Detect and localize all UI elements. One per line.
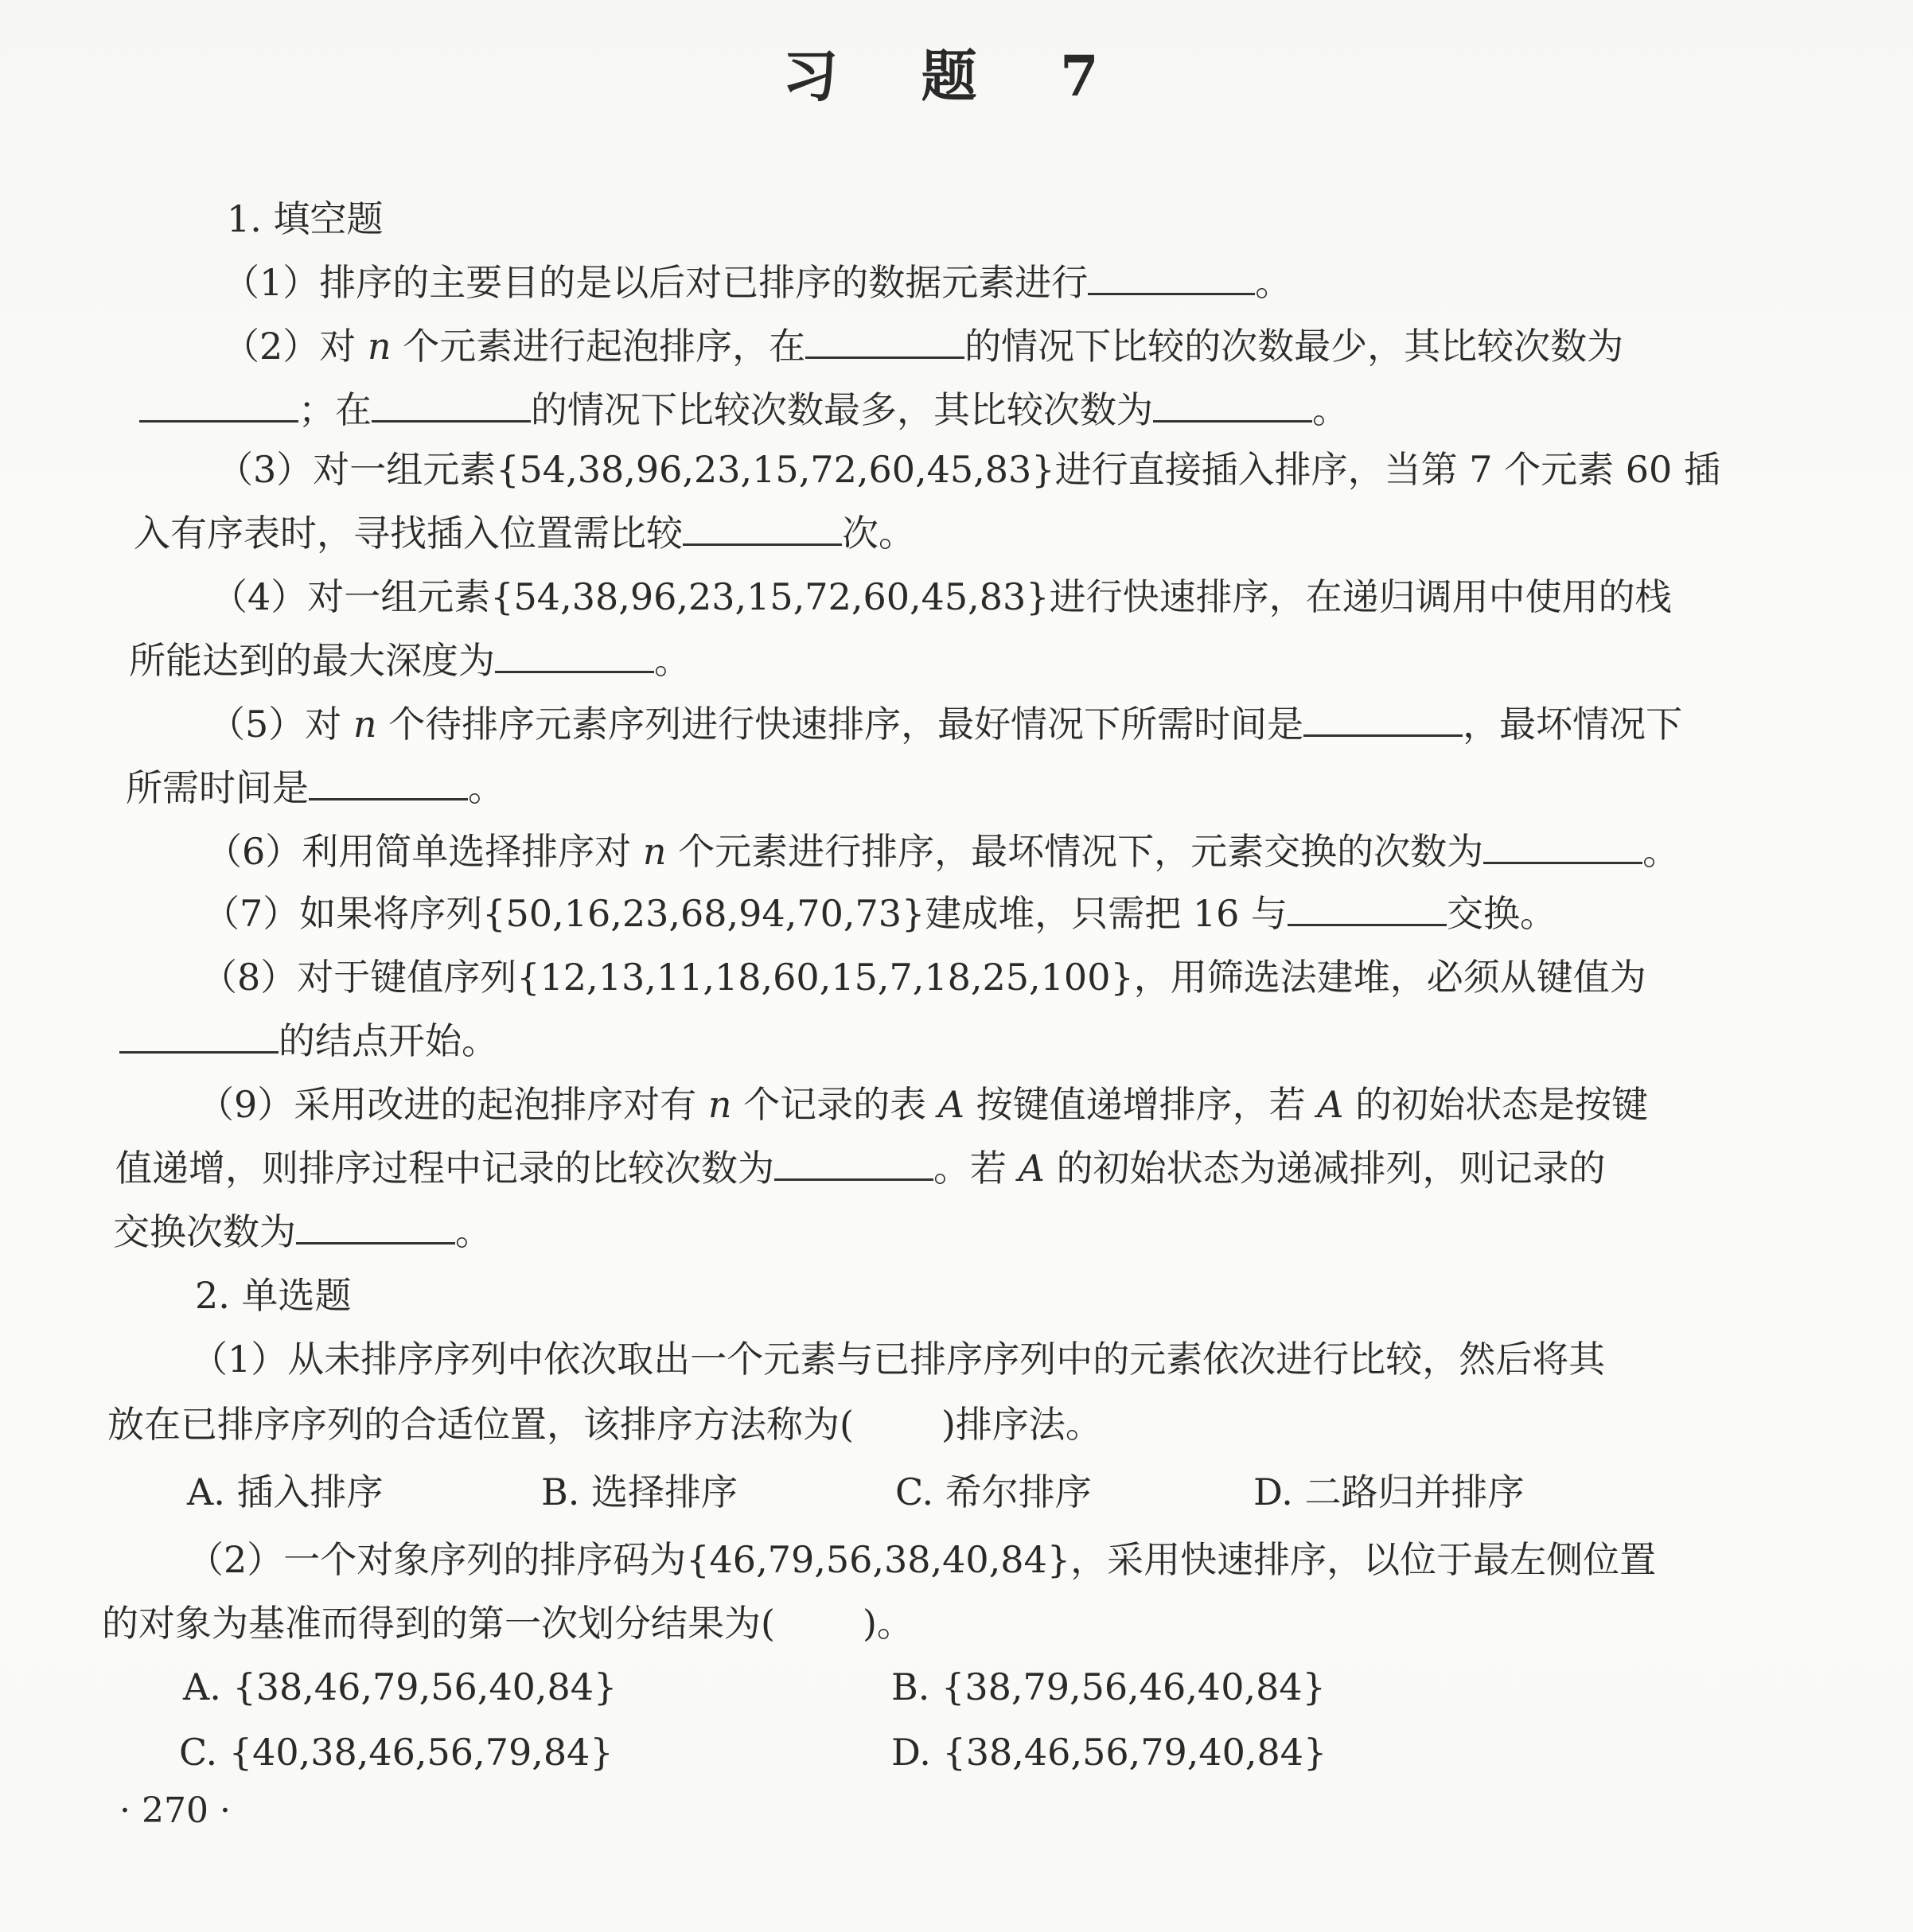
q2-1-option-c: C. 希尔排序	[895, 1470, 1092, 1513]
answer-blank	[139, 388, 298, 423]
q1-8-line2: 的结点开始。	[119, 1017, 498, 1065]
q1-2-line1: （2）对 n 个元素进行起泡排序，在 的情况下比较的次数最少，其比较次数为	[223, 325, 1624, 368]
section2-heading: 2. 单选题	[195, 1274, 352, 1317]
q1-5-line2: 所需时间是 。	[126, 766, 505, 809]
q1-5-line1: （5）对 n 个待排序元素序列进行快速排序，最好情况下所需时间是 ，最坏情况下	[208, 703, 1683, 746]
answer-blank	[805, 325, 964, 359]
q1-1: （1）排序的主要目的是以后对已排序的数据元素进行 。	[223, 261, 1292, 304]
answer-blank	[774, 1147, 933, 1181]
q1-9-line1: （9）采用改进的起泡排序对有 n 个记录的表 A 按键值递增排序，若 A 的初始状态是按键	[197, 1083, 1649, 1126]
answer-blank	[1483, 830, 1642, 864]
q2-2-option-b: B. {38,79,56,46,40,84}	[891, 1665, 1326, 1708]
answer-blank	[495, 639, 654, 673]
q1-3-line2: 入有序表时，寻找插入位置需比较 次。	[134, 512, 915, 555]
q2-1-line1: （1）从未排序序列中依次取出一个元素与已排序序列中的元素依次进行比较，然后将其	[191, 1338, 1606, 1381]
answer-blank	[372, 388, 531, 423]
section1-heading: 1. 填空题	[227, 197, 384, 240]
q2-2-line2: 的对象为基准而得到的第一次划分结果为( )。	[102, 1602, 914, 1645]
q2-2-line1: （2）一个对象序列的排序码为{46,79,56,38,40,84}，采用快速排序，以位于最左侧位置	[187, 1538, 1657, 1581]
q2-2-option-d: D. {38,46,56,79,40,84}	[891, 1731, 1327, 1774]
q2-2-option-a: A. {38,46,79,56,40,84}	[183, 1665, 618, 1708]
page-number: · 270 ·	[119, 1790, 231, 1831]
q2-1-option-b: B. 选择排序	[541, 1470, 738, 1513]
q2-1-option-d: D. 二路归并排序	[1253, 1470, 1525, 1513]
q1-6: （6）利用简单选择排序对 n 个元素进行排序，最坏情况下，元素交换的次数为 。	[205, 830, 1680, 873]
q1-4-line2: 所能达到的最大深度为 。	[129, 639, 691, 682]
answer-blank	[683, 512, 842, 546]
page-title: 习 题 7	[782, 43, 1131, 109]
answer-blank	[1088, 261, 1255, 295]
q2-1-line2: 放在已排序序列的合适位置，该排序方法称为( )排序法。	[107, 1403, 1102, 1446]
q1-3-line1: （3）对一组元素{54,38,96,23,15,72,60,45,83}进行直接插入排序，当第 7 个元素 60 插	[216, 448, 1720, 491]
answer-blank	[119, 1019, 279, 1054]
answer-blank	[1153, 388, 1312, 423]
q2-2-option-c: C. {40,38,46,56,79,84}	[179, 1731, 614, 1774]
answer-blank	[309, 766, 468, 800]
q1-4-line1: （4）对一组元素{54,38,96,23,15,72,60,45,83}进行快速排序，在递归调用中使用的栈	[211, 575, 1672, 618]
q1-9-line3: 交换次数为 。	[113, 1210, 492, 1253]
q1-8-line1: （8）对于键值序列{12,13,11,18,60,15,7,18,25,100}，用筛选法建堆，必须从键值为	[201, 956, 1646, 999]
q1-7: （7）如果将序列{50,16,23,68,94,70,73}建成堆，只需把 16 与 交换。	[203, 892, 1557, 935]
answer-blank	[296, 1210, 455, 1245]
answer-blank	[1303, 703, 1463, 737]
answer-blank	[1288, 892, 1447, 926]
q2-1-option-a: A. 插入排序	[187, 1470, 384, 1513]
q1-2-line2: ；在 的情况下比较次数最多，其比较次数为 。	[139, 386, 1349, 434]
q1-9-line2: 值递增，则排序过程中记录的比较次数为 。若 A 的初始状态为递减排列，则记录的	[115, 1147, 1606, 1190]
